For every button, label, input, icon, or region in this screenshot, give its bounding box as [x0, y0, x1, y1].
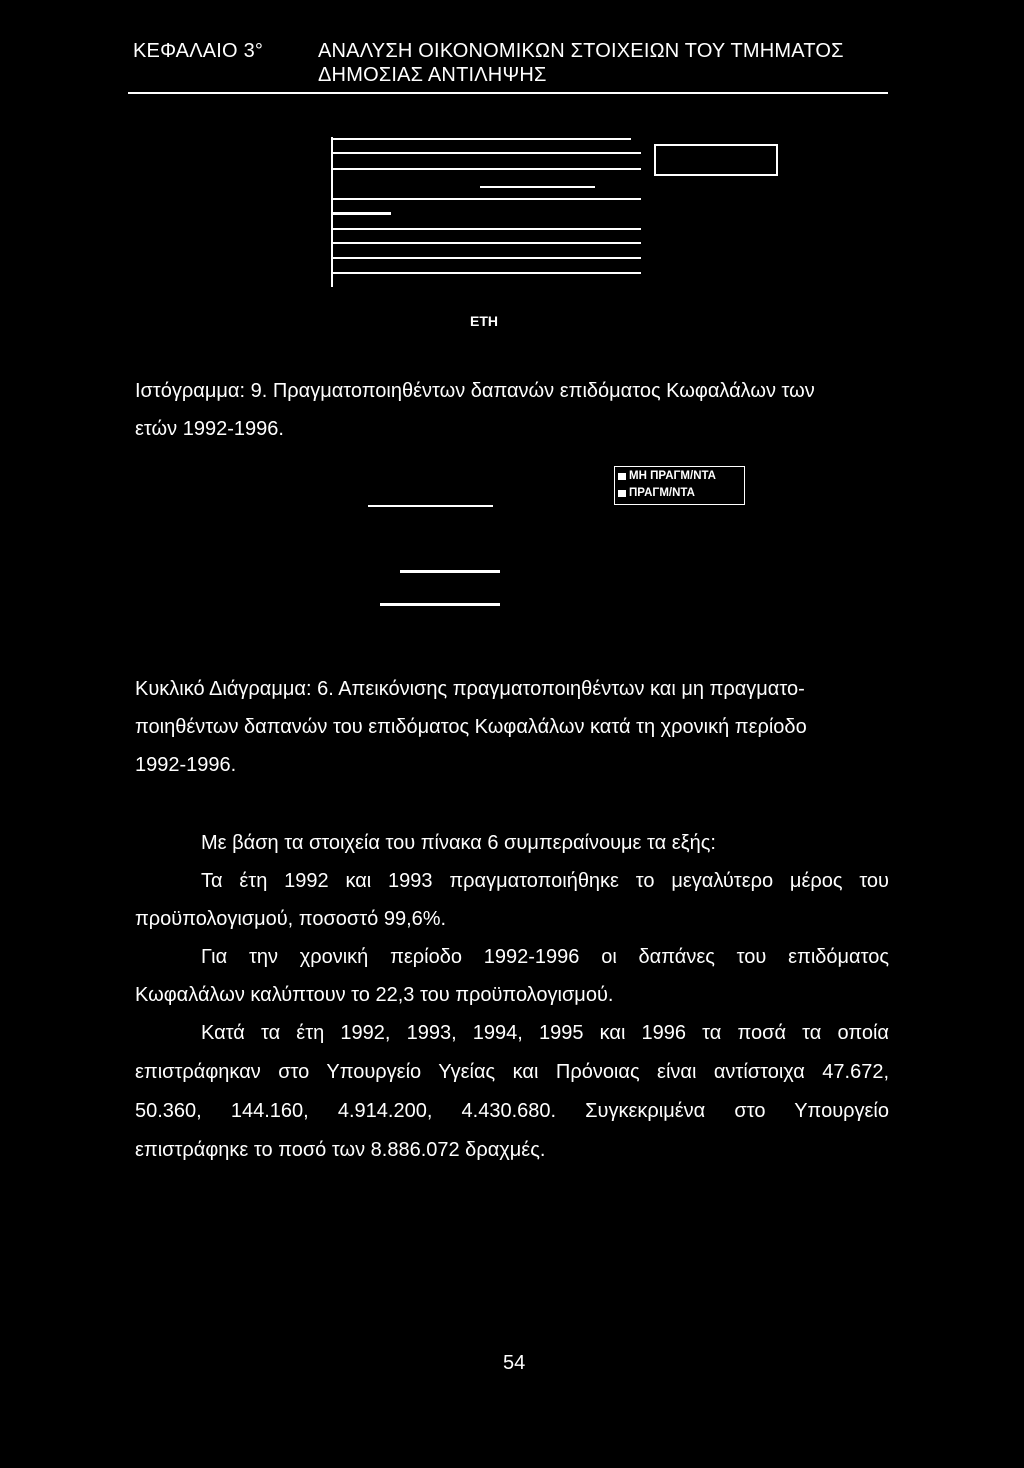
pie-caption-line1: Κυκλικό Διάγραμμα: 6. Απεικόνισης πραγματοποιηθέντων και μη πραγματο- — [135, 678, 805, 700]
histogram-caption-line2: ετών 1992-1996. — [135, 418, 284, 440]
pie-caption-line3: 1992-1996. — [135, 754, 237, 776]
chapter-label: ΚΕΦΑΛΑΙΟ 3° — [133, 40, 264, 62]
pie-legend — [614, 466, 745, 505]
pie-legend-label-unrealized: ΜΗ ΠΡΑΓΜ/ΝΤΑ — [629, 470, 716, 482]
pie-remnant-line — [380, 603, 500, 606]
histogram-gridline — [331, 168, 641, 170]
pie-remnant-line — [368, 505, 493, 507]
legend-swatch-icon — [618, 490, 626, 497]
body-paragraph-3-line2: Κωφαλάλων καλύπτουν το 22,3 του προϋπολογισμού. — [135, 984, 614, 1006]
body-paragraph-4-line2: επιστράφηκαν στο Υπουργείο Υγείας και Πρόνοιας είναι αντίστοιχα 47.672, — [135, 1061, 889, 1083]
histogram-x-axis — [331, 272, 641, 274]
body-paragraph-4-line4: επιστράφηκε το ποσό των 8.886.072 δραχμές. — [135, 1139, 546, 1161]
histogram-gridline — [331, 242, 641, 244]
histogram-gridline — [331, 257, 641, 259]
histogram-bar-top — [331, 212, 391, 215]
body-paragraph-2-line2: προϋπολογισμού, ποσοστό 99,6%. — [135, 908, 447, 930]
body-paragraph-3-line1: Για την χρονική περίοδο 1992-1996 οι δαπάνες του επιδόματος — [201, 946, 889, 968]
header-rule — [128, 92, 888, 94]
pie-remnant-line — [400, 570, 500, 573]
body-paragraph-4-line1: Κατά τα έτη 1992, 1993, 1994, 1995 και 1996 τα ποσά τα οποία — [201, 1022, 889, 1044]
chapter-title-line2: ΔΗΜΟΣΙΑΣ ΑΝΤΙΛΗΨΗΣ — [318, 64, 547, 86]
page-number: 54 — [503, 1352, 526, 1374]
pie-caption-line2: ποιηθέντων δαπανών του επιδόματος Κωφαλάλων κατά τη χρονική περίοδο — [135, 716, 807, 738]
histogram-legend-box — [654, 144, 778, 176]
histogram-gridline — [331, 228, 641, 230]
histogram-gridline — [331, 198, 641, 200]
histogram-caption-line1: Ιστόγραμμα: 9. Πραγματοποιηθέντων δαπανών επιδόματος Κωφαλάλων των — [135, 380, 815, 402]
pie-legend-item-realized — [618, 485, 740, 502]
pie-legend-item-unrealized — [618, 468, 740, 485]
histogram-x-label: ΕΤΗ — [470, 313, 498, 329]
legend-swatch-icon — [618, 473, 626, 480]
pie-legend-label-realized: ΠΡΑΓΜ/ΝΤΑ — [629, 487, 695, 499]
histogram-figure — [320, 130, 800, 300]
chapter-title-line1: ΑΝΑΛΥΣΗ ΟΙΚΟΝΟΜΙΚΩΝ ΣΤΟΙΧΕΙΩΝ ΤΟΥ ΤΜΗΜΑΤΟΣ — [318, 40, 844, 62]
histogram-bar-top — [480, 186, 595, 188]
body-paragraph-4-line3: 50.360, 144.160, 4.914.200, 4.430.680. Συγκεκριμένα στο Υπουργείο — [135, 1100, 889, 1122]
histogram-gridline — [331, 138, 631, 140]
body-paragraph-2-line1: Τα έτη 1992 και 1993 πραγματοποιήθηκε το μεγαλύτερο μέρος του — [201, 870, 889, 892]
body-paragraph-1: Με βάση τα στοιχεία του πίνακα 6 συμπεραίνουμε τα εξής: — [201, 832, 716, 854]
histogram-gridline — [331, 152, 641, 154]
